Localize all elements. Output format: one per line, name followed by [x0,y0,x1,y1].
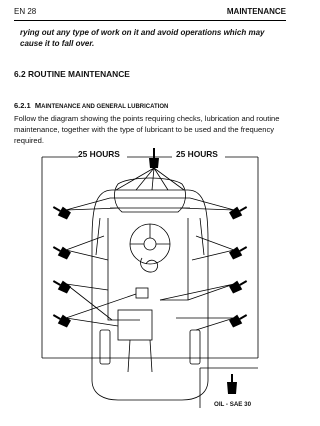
legend-label: OIL - SAE 30 [214,401,252,408]
legend-oil-can-icon [227,374,237,394]
warning-text: rying out any type of work on it and avoid operations which may cause it to fall over. [20,28,265,48]
left-wheel [100,330,110,364]
steering-hub [144,238,156,250]
interval-label-right: 25 HOURS [176,149,218,159]
interval-bracket-sides [42,157,258,358]
leader-lines-top [116,168,184,190]
leader-lines-right-3 [160,284,234,300]
oil-can-icon [149,148,159,168]
steering-spokes [130,224,170,244]
leader-lines-left-2 [66,236,108,260]
oil-can-icon [51,203,72,221]
engine-block [118,310,152,340]
leader-lines-left-1 [66,198,120,210]
mower-pivot [136,288,148,298]
subsection-title-rest: AINTENANCE AND GENERAL LUBRICATION [41,104,169,110]
oil-can-icon [229,203,250,221]
interval-label-left: 25 HOURS [78,149,120,159]
oil-can-icon [229,277,250,295]
oil-can-icon [51,277,72,295]
body-paragraph: Follow the diagram showing the points requiring checks, lubrication and routine maintenance, together with the type of lubricant to be used and the frequency required. [14,114,280,145]
subsection-number: 6.2.1 [14,101,31,110]
leader-lines-right-1 [180,198,234,210]
rear-axle-rods [110,198,190,208]
leader-lines-right-2 [192,236,234,260]
oil-can-icon [229,311,250,329]
section-title: MAINTENANCE [226,7,286,16]
oil-can-icon [51,243,72,261]
page-number: EN 28 [14,7,37,16]
front-axle-rods [128,340,152,372]
section-heading: 6.2 ROUTINE MAINTENANCE [14,69,130,79]
drive-spring [141,258,158,272]
right-wheel [190,330,200,364]
linkage-left [108,218,140,320]
leader-lines-right-4 [176,318,234,330]
leader-lines-left-3 [66,284,112,320]
tractor-outline [92,190,208,400]
oil-can-icon [51,311,72,329]
oil-can-icon [229,243,250,261]
subsection-title-initial: M [34,101,42,110]
